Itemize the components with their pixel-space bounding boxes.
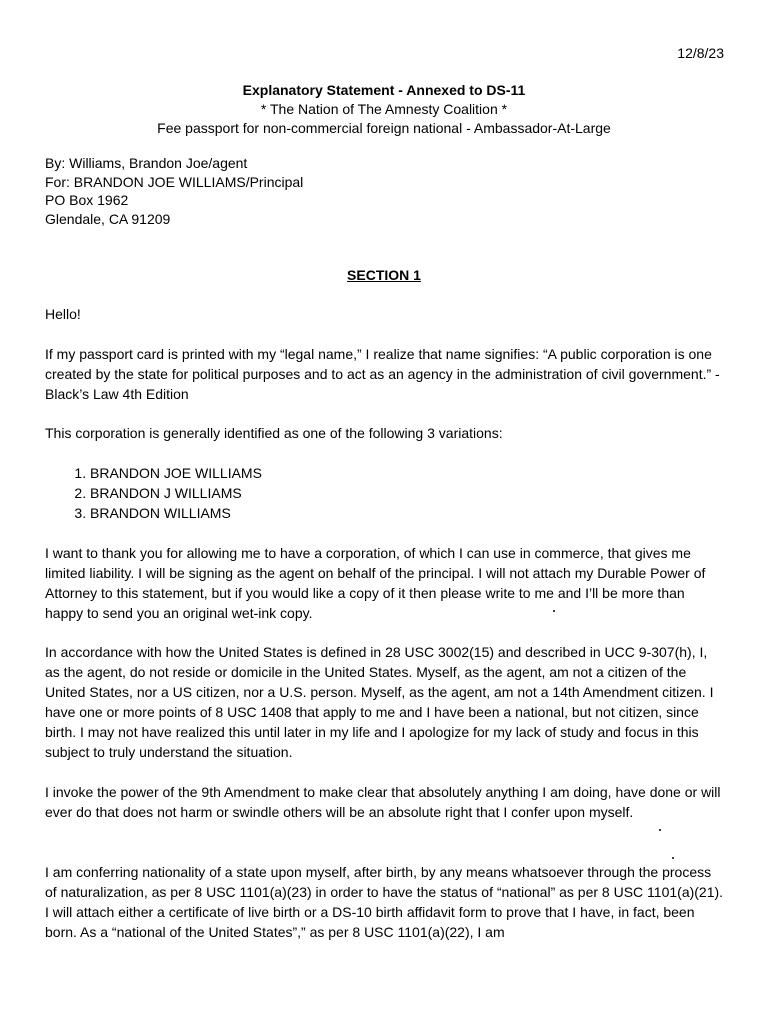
document-title: Explanatory Statement - Annexed to DS-11 — [242, 82, 526, 98]
list-item: 3. BRANDON WILLIAMS — [90, 503, 262, 523]
document-header — [0, 81, 768, 138]
paragraph-ninth-amendment: I invoke the power of the 9th Amendment to make clear that absolutely anything I am doing, have done or will ever do that does not harm or swindle others will be an absolute right that I confer upon myself. — [45, 784, 721, 820]
list-item: 1. BRANDON JOE WILLIAMS — [90, 463, 262, 483]
paragraph-greeting: Hello! — [45, 306, 81, 322]
document-subtitle: * The Nation of The Amnesty Coalition * — [260, 101, 508, 117]
address-by: By: Williams, Brandon Joe/agent — [45, 155, 248, 171]
list-item: 2. BRANDON J WILLIAMS — [90, 483, 262, 503]
document-purpose-line: Fee passport for non-commercial foreign national - Ambassador-At-Large — [157, 120, 611, 136]
paragraph-legal-name: If my passport card is printed with my “legal name,” I realize that name signifies: “A public corporation is one created by the state for political purposes and to act as an agency in the administration of civil government.” -Black’s Law 4th Edition — [45, 346, 720, 402]
address-block — [45, 154, 303, 228]
paragraph-nationality: I am conferring nationality of a state upon myself, after birth, by any means whatsoever through the process of naturalization, as per 8 USC 1101(a)(23) in order to have the status of “national” as per 8 USC 1101(a)(21). I will attach either a certificate of live birth or a DS-10 birth affidavit form to prove that I have, in fact, been born. As a “national of the United States”,” as per 8 USC 1101(a)(22), I am — [45, 864, 724, 940]
section-heading: SECTION 1 — [347, 267, 421, 283]
address-for: For: BRANDON JOE WILLIAMS/Principal — [45, 173, 304, 190]
stray-dot-mark — [553, 610, 555, 612]
paragraph-variations-intro: This corporation is generally identified as one of the following 3 variations: — [45, 425, 503, 441]
stray-dot-mark — [659, 829, 661, 831]
document-date: 12/8/23 — [677, 45, 724, 61]
paragraph-united-states-definition: In accordance with how the United States is defined in 28 USC 3002(15) and described in UCC 9-307(h), I, as the agent, do not reside or domicile in the United States. Myself, as the agent, am not a citizen of the United States, nor a US citizen, nor a U.S. person. Myself, as the agent, am not a 14th Amendment citizen. I have one or more points of 8 USC 1408 that apply to me and I have been a national, but not citizen, since birth. I may not have realized this until later in my life and I apologize for my lack of study and focus in this subject to truly understand the situation. — [45, 644, 714, 760]
address-po-box: PO Box 1962 — [45, 192, 129, 208]
address-city: Glendale, CA 91209 — [45, 210, 171, 227]
stray-dot-mark — [672, 857, 674, 859]
paragraph-corporation-thanks: I want to thank you for allowing me to have a corporation, of which I can use in commerce, that gives me limited liability. I will be signing as the agent on behalf of the principal. I will not attach my Durable Power of Attorney to this statement, but if you would like a copy of it then please write to me and I’ll be more than happy to send you an original wet-ink copy. — [45, 545, 706, 621]
variations-list — [45, 463, 262, 523]
